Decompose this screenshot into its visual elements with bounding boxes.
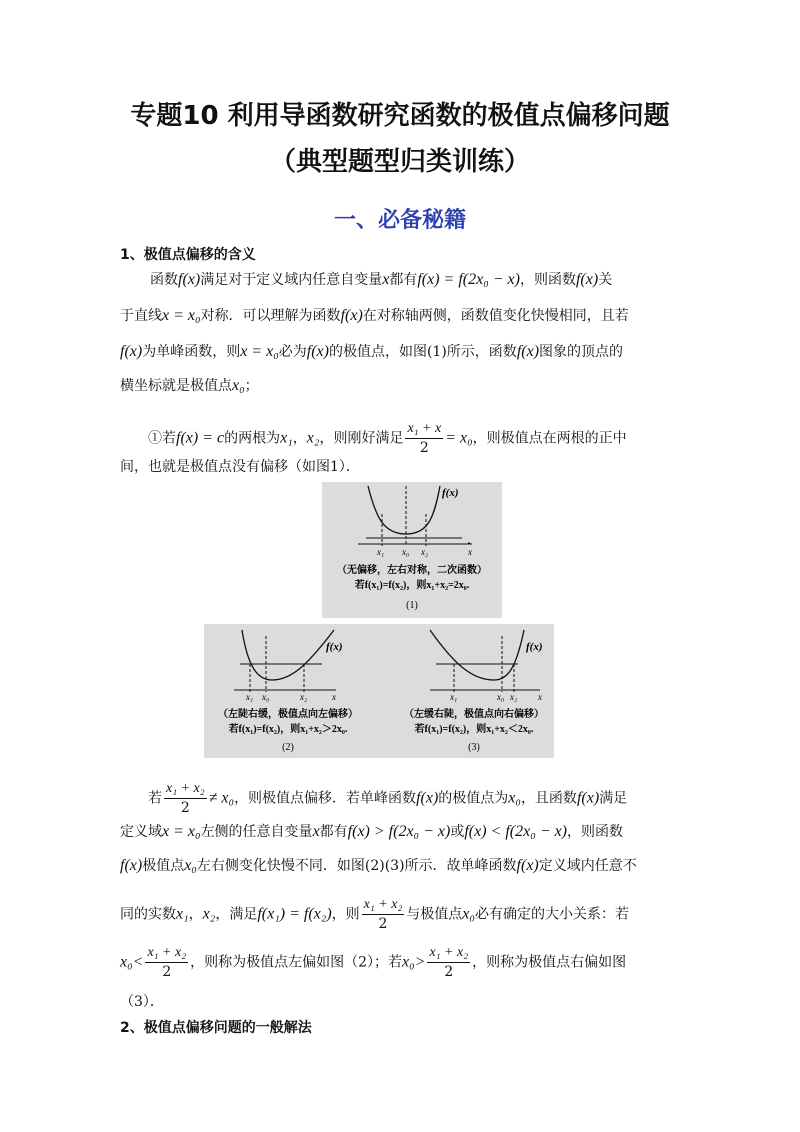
para1-line3: f(x)为单峰函数，则x = x₀必为f(x)的极值点，如图(1)所示，函数f(x)图象的顶点的 bbox=[120, 343, 624, 360]
fig2-tick-x2: x₂ bbox=[300, 692, 308, 702]
fig3-tick-x1: x₁ bbox=[450, 692, 458, 702]
figure-3-caption-line2: 若f(x₁)=f(x₂)，则x₁+x₂＜2x₀. bbox=[414, 724, 534, 735]
heading-general-method: 2、极值点偏移问题的一般解法 bbox=[120, 1020, 312, 1036]
fig2-fx-label: f(x) bbox=[326, 641, 343, 653]
tick-x0: x₀ bbox=[402, 547, 410, 557]
section-heading: 一、必备秘籍 bbox=[333, 208, 466, 233]
figure-3-right-shift bbox=[404, 630, 544, 753]
figure-2-3-panel bbox=[204, 624, 554, 758]
tick-x1: x₁ bbox=[377, 547, 385, 557]
fraction-midpoint: $\frac{\text{x₁ + x₂}}{2}$ bbox=[363, 897, 403, 932]
fig3-fx-label: f(x) bbox=[526, 641, 543, 653]
para3-line1: 若 $\frac{\text{x₁ + x₂}}{2}$ ≠ x₀，则极值点偏移．若单峰函数f(x)的极值点为x₀，且函数f(x)满足 bbox=[148, 781, 628, 816]
tick-x: x bbox=[468, 547, 472, 557]
fraction-x1-plus-x-over-2: $\frac{\text{x₁ + x}}{2}$ bbox=[407, 421, 442, 456]
figure-2-3-graph bbox=[204, 624, 554, 758]
para1-line4: 横坐标就是极值点x₀； bbox=[120, 377, 259, 394]
figure-2-caption-line2: 若f(x₁)=f(x₂)，则x₁+x₂＞2x₀. bbox=[228, 724, 348, 735]
figure-2-number: (2) bbox=[282, 742, 294, 753]
fig3-tick-x2: x₂ bbox=[510, 692, 518, 702]
para3-line6: （3）． bbox=[120, 994, 164, 1010]
para3-line5: x₀< $\frac{\text{x₁ + x₂}}{2}$ ，则称为极值点左偏如图（2）；若x₀> $\frac{\text{x₁ + x₂}}{2}$ ，则称为极值点右偏如图 bbox=[120, 945, 627, 980]
para1-line1: 函数f(x)满足对于定义域内任意自变量x都有f(x) = f(2x₀ − x)，则函数f(x)关 bbox=[150, 271, 613, 288]
fx-label: f(x) bbox=[442, 487, 459, 499]
figure-2-left-shift bbox=[218, 630, 358, 753]
fraction-x1-plus-x2-over-2: $\frac{\text{x₁ + x₂}}{2}$ bbox=[166, 781, 205, 816]
tick-x2: x₂ bbox=[421, 547, 429, 557]
para2-line2: 间，也就是极值点没有偏移（如图1）． bbox=[120, 459, 360, 475]
para3-line2: 定义域x = x₀左侧的任意自变量x都有f(x) > f(2x₀ − x)或f(x) < f(2x₀ − x)，则函数 bbox=[120, 823, 624, 840]
figure-1-caption-line2: 若f(x₁)=f(x₂)，则x₁+x₂=2x₀. bbox=[354, 580, 470, 591]
doc-title: 专题10 利用导函数研究函数的极值点偏移问题 bbox=[130, 101, 670, 131]
fraction-left-shift: $\frac{\text{x₁ + x₂}}{2}$ bbox=[147, 945, 187, 980]
fig2-tick-x0: x₀ bbox=[262, 692, 270, 702]
figure-3-number: (3) bbox=[468, 742, 480, 753]
doc-subtitle: （典型题型归类训练） bbox=[269, 147, 530, 177]
fraction-right-shift: $\frac{\text{x₁ + x₂}}{2}$ bbox=[429, 945, 469, 980]
heading-meaning: 1、极值点偏移的含义 bbox=[120, 247, 256, 263]
figure-1-graph bbox=[322, 482, 502, 618]
fig2-tick-x: x bbox=[332, 692, 336, 702]
para1-line2: 于直线x = x₀对称．可以理解为函数f(x)在对称轴两侧，函数值变化快慢相同，且若 bbox=[120, 307, 629, 324]
fig3-tick-x0: x₀ bbox=[497, 692, 505, 702]
figure-1-no-shift bbox=[322, 482, 502, 618]
figure-1-number: (1) bbox=[406, 600, 418, 611]
fig3-tick-x: x bbox=[538, 692, 542, 702]
figure-1-caption-line1: （无偏移，左右对称，二次函数） bbox=[337, 565, 487, 576]
axis-arrow-icon bbox=[468, 542, 472, 544]
figure-3-caption-line1: （左缓右陡，极值点向右偏移） bbox=[404, 709, 544, 720]
para3-line4: 同的实数x₁，x₂，满足f(x₁) = f(x₂)，则 $\frac{\text{x₁ + x₂}}{2}$ 与极值点x₀必有确定的大小关系：若 bbox=[120, 897, 629, 932]
para3-line3: f(x)极值点x₀左右侧变化快慢不同．如图(2)(3)所示．故单峰函数f(x)定义域内任意不 bbox=[120, 857, 637, 874]
figure-2-caption-line1: （左陡右缓，极值点向左偏移） bbox=[218, 709, 358, 720]
fig3-curve bbox=[430, 630, 524, 680]
parabola-curve bbox=[368, 486, 440, 534]
fig2-curve bbox=[242, 630, 334, 680]
para2-line1: ①若f(x) = c的两根为x₁，x₂，则刚好满足 $\frac{\text{x₁ + x}}{2}$ = x₀，则极值点在两根的正中 bbox=[148, 421, 627, 456]
fig2-tick-x1: x₁ bbox=[246, 692, 254, 702]
